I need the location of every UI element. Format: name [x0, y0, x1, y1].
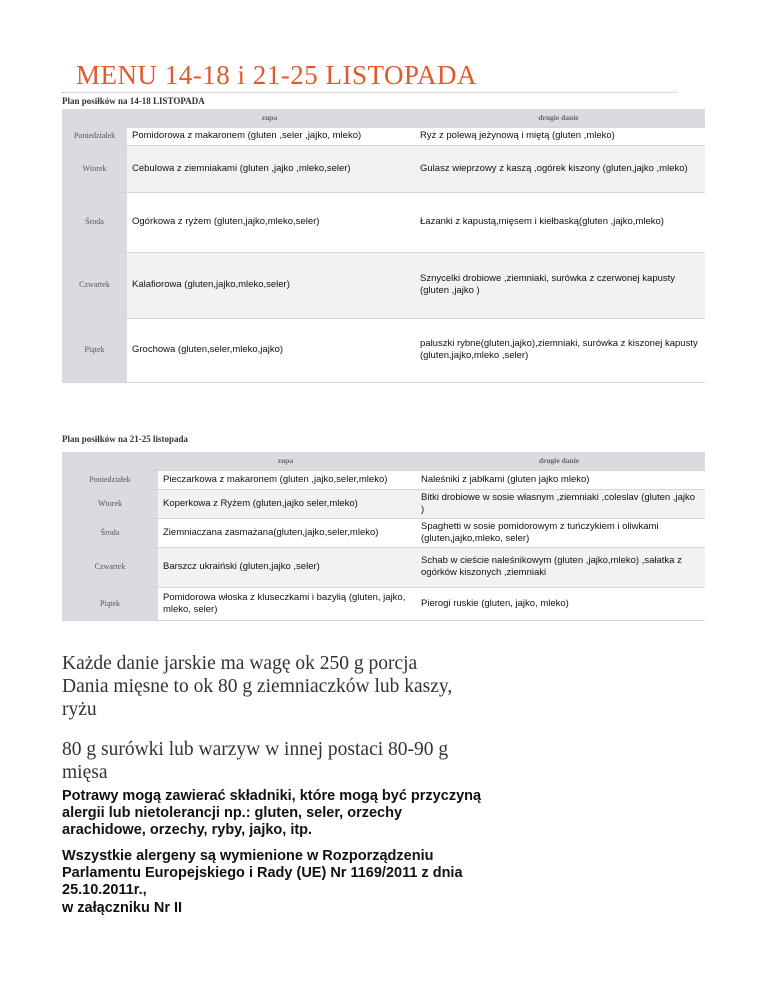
page-title: MENU 14-18 i 21-25 LISTOPADA — [76, 60, 478, 90]
main-dish-cell: Ryż z polewą jeżynową i miętą (gluten ,mleko) — [412, 127, 705, 145]
soup-cell: Ogórkowa z ryżem (gluten,jajko,mleko,seler) — [127, 192, 412, 252]
table-row — [62, 547, 705, 587]
day-cell: Piątek — [62, 587, 158, 620]
table-header-row — [62, 109, 705, 127]
day-cell: Poniedziałek — [62, 127, 127, 145]
day-cell: Środa — [62, 192, 127, 252]
day-cell: Czwartek — [62, 252, 127, 318]
week1-caption: Plan posiłków na 14-18 LISTOPADA — [62, 96, 205, 106]
soup-cell: Pieczarkowa z makaronem (gluten ,jajko,seler,mleko) — [158, 470, 413, 489]
header-main: drugie danie — [412, 109, 705, 127]
title-divider — [62, 92, 676, 93]
main-dish-cell: paluszki rybne(gluten,jajko),ziemniaki, surówka z kiszonej kapusty (gluten,jajko,mleko ,seler) — [412, 318, 705, 382]
soup-cell: Barszcz ukraiński (gluten,jajko ,seler) — [158, 547, 413, 587]
day-cell: Wtorek — [62, 489, 158, 518]
table-row — [62, 127, 705, 145]
annex-note: w załączniku Nr II — [62, 900, 183, 916]
regulation-note: Wszystkie alergeny są wymienione w Rozporządzeniu Parlamentu Europejskiego i Rady (UE) Nr 1169/2011 z dnia 25.10.2011r., — [62, 848, 463, 898]
table-row — [62, 252, 705, 318]
table-row — [62, 470, 705, 489]
table-row — [62, 318, 705, 382]
week1-menu-table — [62, 109, 705, 383]
main-dish-cell: Sznycelki drobiowe ,ziemniaki, surówka z czerwonej kapusty (gluten ,jajko ) — [412, 252, 705, 318]
day-cell: Piątek — [62, 318, 127, 382]
soup-cell: Grochowa (gluten,seler,mleko,jajko) — [127, 318, 412, 382]
table-row — [62, 587, 705, 620]
soup-cell: Pomidorowa włoska z kluseczkami i bazylią (gluten, jajko, mleko, seler) — [158, 587, 413, 620]
main-dish-cell: Łazanki z kapustą,mięsem i kiełbaską(gluten ,jajko,mleko) — [412, 192, 705, 252]
header-main: drugie danie — [413, 452, 705, 470]
day-cell: Środa — [62, 518, 158, 547]
soup-cell: Cebulowa z ziemniakami (gluten ,jajko ,mleko,seler) — [127, 145, 412, 192]
day-cell: Czwartek — [62, 547, 158, 587]
allergy-warning: Potrawy mogą zawierać składniki, które mogą być przyczyną alergii lub nietolerancji np.: gluten, seler, orzechy arachidowe, orzechy, ryby, jajko, itp. — [62, 788, 482, 838]
day-cell: Wtorek — [62, 145, 127, 192]
main-dish-cell: Pierogi ruskie (gluten, jajko, mleko) — [413, 587, 705, 620]
main-dish-cell: Schab w cieście naleśnikowym (gluten ,jajko,mleko) ,sałatka z ogórków kiszonych ,ziemniaki — [413, 547, 705, 587]
table-row — [62, 145, 705, 192]
soup-cell: Pomidorowa z makaronem (gluten ,seler ,jajko, mleko) — [127, 127, 412, 145]
week2-menu-table — [62, 452, 705, 621]
table-row — [62, 192, 705, 252]
table-row — [62, 489, 705, 518]
portion-weight-note: Każde danie jarskie ma wagę ok 250 g porcja Dania mięsne to ok 80 g ziemniaczków lub kaszy, ryżu — [62, 653, 453, 720]
main-dish-cell: Gulasz wieprzowy z kaszą ,ogórek kiszony (gluten,jajko ,mleko) — [412, 145, 705, 192]
header-soup: zupa — [158, 452, 413, 470]
week2-caption: Plan posiłków na 21-25 listopada — [62, 434, 189, 444]
main-dish-cell: Spaghetti w sosie pomidorowym z tuńczykiem i oliwkami (gluten,jajko,mleko, seler) — [413, 518, 705, 547]
day-cell: Poniedziałek — [62, 470, 158, 489]
main-dish-cell: Bitki drobiowe w sosie własnym ,ziemniaki ,coleslav (gluten ,jajko ) — [413, 489, 705, 518]
soup-cell: Kalafiorowa (gluten,jajko,mleko,seler) — [127, 252, 412, 318]
table-header-row — [62, 452, 705, 470]
table-row — [62, 518, 705, 547]
main-dish-cell: Naleśniki z jabłkami (gluten jajko mleko) — [413, 470, 705, 489]
soup-cell: Ziemniaczana zasmażana(gluten,jajko,seler,mleko) — [158, 518, 413, 547]
salad-weight-note: 80 g surówki lub warzyw w innej postaci 80-90 g mięsa — [62, 739, 449, 783]
header-soup: zupa — [127, 109, 412, 127]
header-day-cell — [62, 452, 158, 470]
header-day-cell — [62, 109, 127, 127]
soup-cell: Koperkowa z Ryżem (gluten,jajko seler,mleko) — [158, 489, 413, 518]
